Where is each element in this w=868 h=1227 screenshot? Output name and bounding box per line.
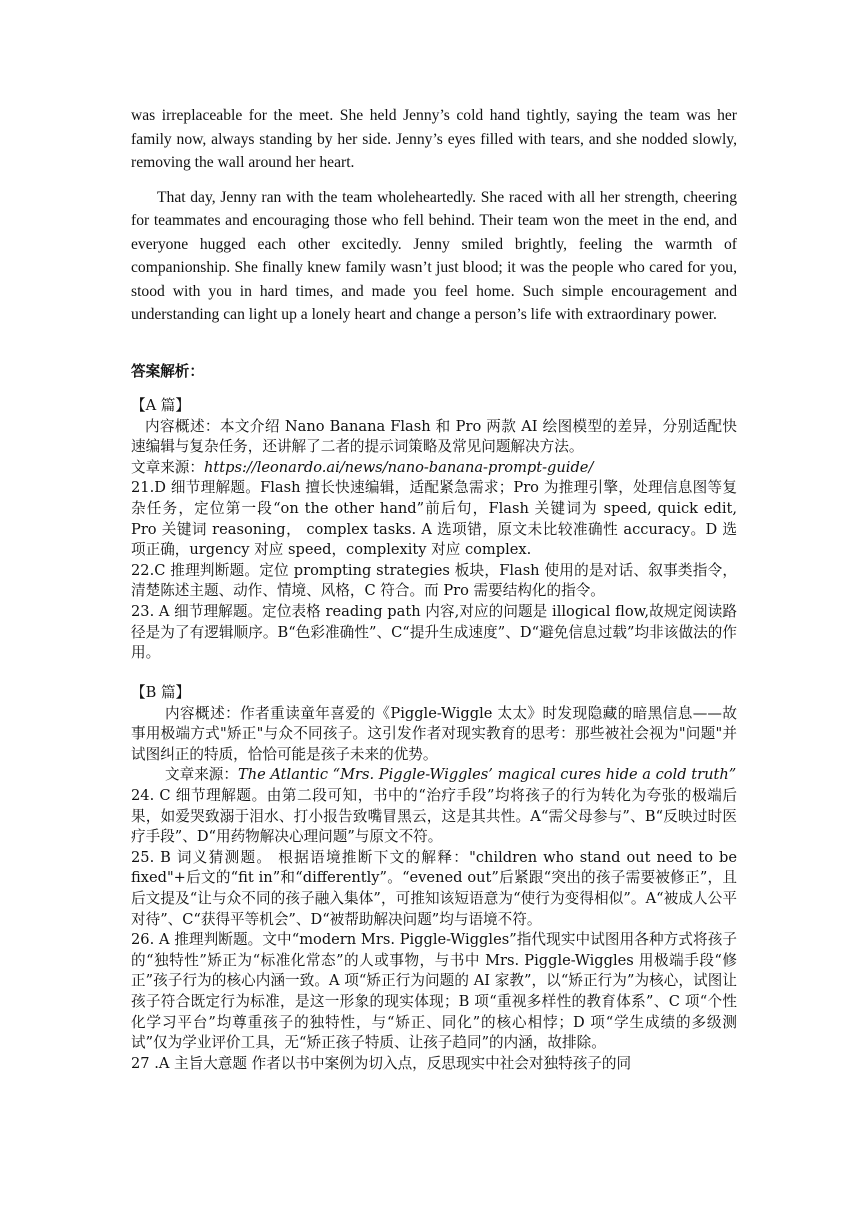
section-a: [131, 396, 737, 664]
section-b: [131, 683, 737, 1074]
answer-27: 27 .A 主旨大意题 作者以书中案例为切入点，反思现实中社会对独特孩子的同: [131, 1054, 632, 1072]
section-a-summary: 内容概述：本文介绍 Nano Banana Flash 和 Pro 两款 AI 绘图模型的差异，分别适配快速编辑与复杂任务，还讲解了二者的提示词策略及常见问题解决方法。: [131, 417, 737, 456]
section-a-title: 【A 篇】: [131, 397, 190, 414]
answer-24: 24. C 细节理解题。由第二段可知，书中的“治疗手段”均将孩子的行为转化为夸张的极端后果，如爱哭致溺于泪水、打小报告致嘴冒黑云，这是其共性。A“需父母参与”、B“反映过时医疗手段”、D“用药物解决心理问题”与原文不符。: [131, 786, 737, 846]
section-b-source: [131, 765, 737, 786]
section-b-summary: 内容概述：作者重读童年喜爱的《Piggle-Wiggle 太太》时发现隐藏的暗黑信息——故事用极端方式"矫正"与众不同孩子。这引发作者对现实教育的思考：那些被社会视为"问题"并试图纠正的特质，恰恰可能是孩子未来的优势。: [131, 704, 737, 763]
section-a-source: [131, 458, 737, 479]
answers-heading: [131, 362, 737, 383]
source-title: The Atlantic “Mrs. Piggle-Wiggles’ magical cures hide a cold truth”: [237, 766, 737, 784]
answer-25: 25. B 词义猜测题。 根据语境推断下文的解释："children who stand out need to be fixed"+后文的“fit in”和“differently”。“evened out”后紧跟“突出的孩子需要被修正”，且后文提及“让与众不同的孩子融入集体”，可推知该短语意为“使行为变得相似”。A“被成人公平对待”、C“获得平等机会”、D“被帮助解决问题”均与语境不符。: [131, 848, 737, 928]
answer-21: 21.D 细节理解题。Flash 擅长快速编辑，适配紧急需求；Pro 为推理引擎，处理信息图等复杂任务，定位第一段“on the other hand”前后句，Flash 关键词为 speed, quick edit, Pro 关键词 reasoning， complex tasks. A 选项错，原文未比较准确性 accuracy。D 选项正确，urgency 对应 speed，complexity 对应 complex.: [131, 479, 737, 559]
answer-26: 26. A 推理判断题。文中“modern Mrs. Piggle-Wiggles”指代现实中试图用各种方式将孩子的“独特性”矫正为“标准化常态”的人或事物，与书中 Mrs. Piggle-Wiggles 用极端手段“修正”孩子行为的核心内涵一致。A 项“矫正行为问题的 AI 家教”，以“矫正行为”为核心，试图让孩子符合既定行为标准，是这一形象的现实体现；B 项“重视多样性的教育体系”、C 项“个性化学习平台”均尊重孩子的独特性，与“矫正、同化”的核心相悖；D 项“学生成绩的多级测试”仅为学业评价工具，无“矫正孩子特质、让孩子趋同”的内涵，故排除。: [131, 931, 737, 1052]
answer-23: 23. A 细节理解题。定位表格 reading path 内容,对应的问题是 illogical flow,故规定阅读路径是为了有逻辑顺序。B“色彩准确性”、C“提升生成速度”、D“避免信息过载”均非该做法的作用。: [131, 602, 737, 662]
section-b-title: 【B 篇】: [131, 684, 191, 701]
answer-22: 22.C 推理判断题。定位 prompting strategies 板块，Flash 使用的是对话、叙事类指令，清楚陈述主题、动作、情境、风格，C 符合。而 Pro 需要结构化的指令。: [131, 561, 737, 600]
story-text: [131, 104, 737, 327]
source-label: 文章来源：: [131, 458, 204, 476]
story-paragraph-1: was irreplaceable for the meet. She held Jenny’s cold hand tightly, saying the team was her family now, always standing by her side. Jenny’s eyes filled with tears, and she nodded slowly, removing the wall around her heart.: [131, 107, 737, 171]
story-paragraph-2: That day, Jenny ran with the team wholeheartedly. She raced with all her strength, cheering for teammates and encouraging those who fell behind. Their team won the meet in the end, and everyone hugged each other excitedly. Jenny smiled brightly, feeling the warmth of companionship. She finally knew family wasn’t just blood; it was the people who cared for you, stood with you in hard times, and made you feel home. Such simple encouragement and understanding can light up a lonely heart and change a person’s life with extraordinary power.: [131, 188, 737, 323]
source-label: 文章来源：: [165, 766, 238, 784]
source-link: https://leonardo.ai/news/nano-banana-prompt-guide/: [203, 458, 594, 476]
answers-heading-text: 答案解析：: [131, 363, 204, 380]
